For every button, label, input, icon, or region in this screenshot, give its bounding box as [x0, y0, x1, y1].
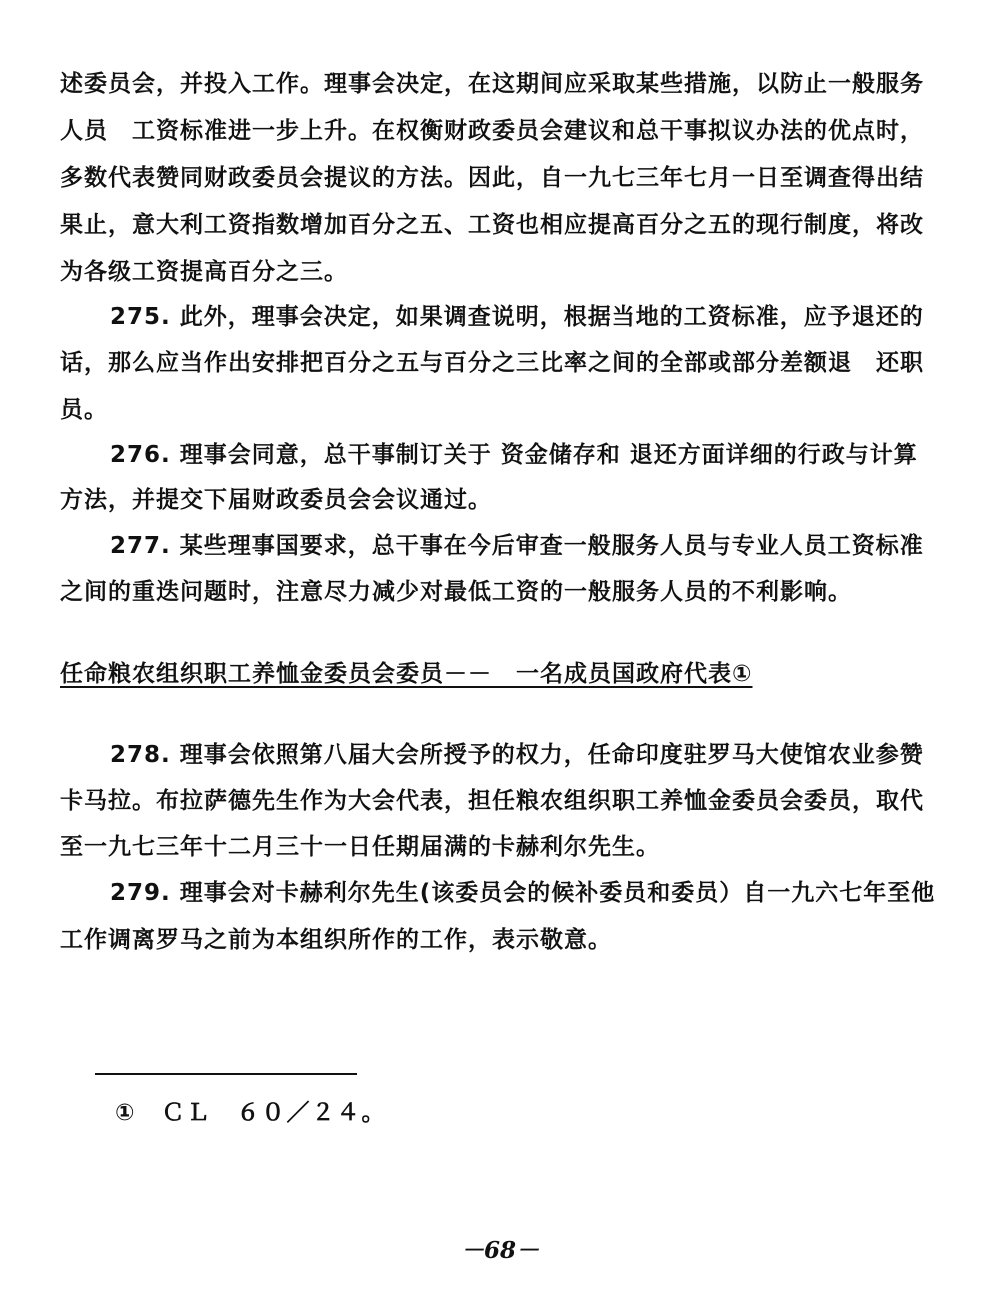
paragraph-line: 为各级工资提高百分之三。 [60, 259, 348, 285]
page-number: －68－ [460, 1237, 539, 1264]
paragraph-275-line: 话，那么应当作出安排把百分之五与百分之三比率之间的全部或部分差额退 还职 [60, 350, 924, 376]
paragraph-277-line: 之间的重迭问题时，注意尽力减少对最低工资的一般服务人员的不利影响。 [60, 579, 852, 605]
footnote-divider [95, 1073, 357, 1075]
paragraph-279-line: 279. 理事会对卡赫利尔先生(该委员会的候补委员和委员）自一九六七年至他 [110, 880, 936, 906]
paragraph-275-line: 员。 [60, 397, 108, 423]
paragraph-276-line: 276. 理事会同意，总干事制订关于 资金储存和 退还方面详细的行政与计算 [110, 442, 918, 468]
footnote: ① ＣＬ ６０／２４。 [115, 1100, 387, 1126]
paragraph-line: 果止，意大利工资指数增加百分之五、工资也相应提高百分之五的现行制度，将改 [60, 212, 924, 238]
paragraph-line: 述委员会，并投入工作。理事会决定，在这期间应采取某些措施，以防止一般服务 [60, 71, 924, 97]
paragraph-275-line: 275. 此外，理事会决定，如果调查说明，根据当地的工资标准，应予退还的 [110, 304, 924, 330]
paragraph-278-line: 至一九七三年十二月三十一日任期届满的卡赫利尔先生。 [60, 834, 660, 860]
paragraph-line: 多数代表赞同财政委员会提议的方法。因此，自一九七三年七月一日至调查得出结 [60, 165, 924, 191]
paragraph-279-line: 工作调离罗马之前为本组织所作的工作，表示敬意。 [60, 927, 612, 953]
paragraph-278-line: 卡马拉。布拉萨德先生作为大会代表，担任粮农组织职工养恤金委员会委员，取代 [60, 788, 924, 814]
paragraph-line: 人员 工资标准进一步上升。在权衡财政委员会建议和总干事拟议办法的优点时， [60, 118, 924, 144]
section-heading: 任命粮农组织职工养恤金委员会委员－－ 一名成员国政府代表① [60, 661, 753, 687]
paragraph-278-line: 278. 理事会依照第八届大会所授予的权力，任命印度驻罗马大使馆农业参赞 [110, 742, 924, 768]
paragraph-276-line: 方法，并提交下届财政委员会会议通过。 [60, 487, 492, 513]
paragraph-277-line: 277. 某些理事国要求，总干事在今后审查一般服务人员与专业人员工资标准 [110, 533, 924, 559]
